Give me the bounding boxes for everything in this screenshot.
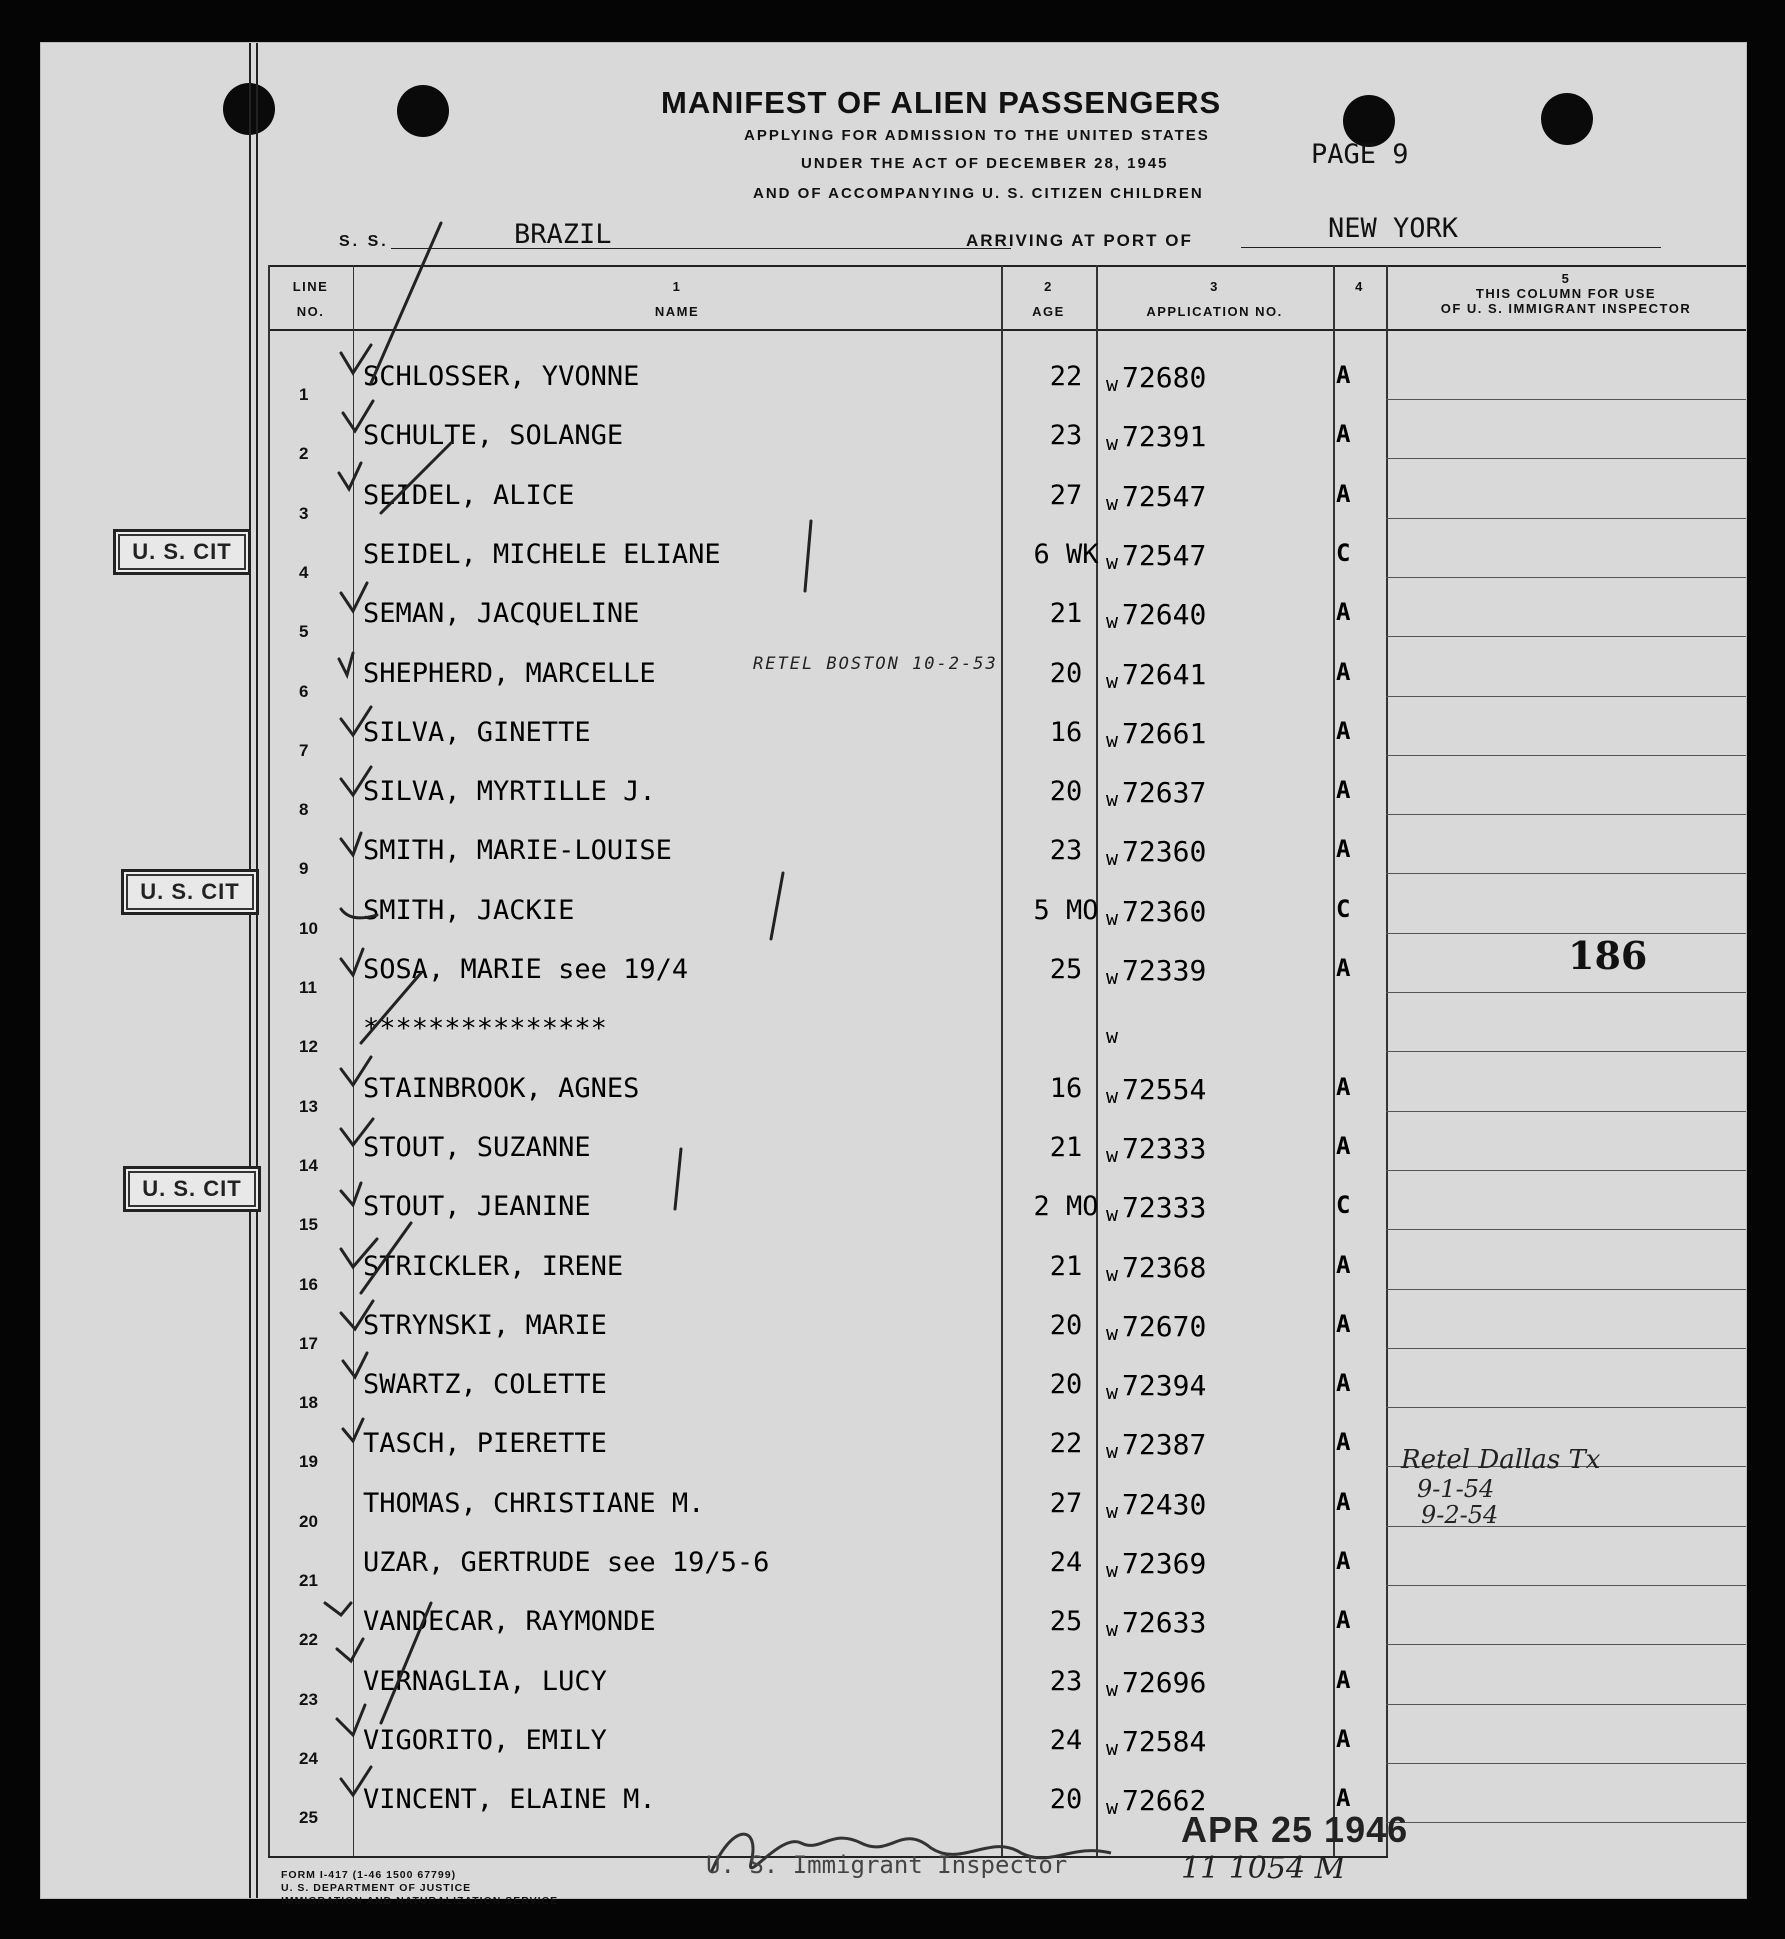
class-code: A	[1336, 954, 1351, 982]
passenger-age: 20	[1049, 1369, 1083, 1401]
passenger-name: SWARTZ, COLETTE	[363, 1369, 607, 1401]
line-number: 25	[299, 1808, 318, 1828]
application-prefix: w	[1106, 1439, 1119, 1464]
form-service: IMMIGRATION AND NATURALIZATION SERVICE	[281, 1895, 559, 1907]
application-digits: 72430	[1122, 1487, 1207, 1521]
form-department: U. S. DEPARTMENT OF JUSTICE	[281, 1882, 472, 1894]
application-prefix: w	[1106, 1083, 1119, 1108]
application-prefix: w	[1106, 431, 1119, 456]
col-header-number: 2	[1044, 279, 1053, 294]
passenger-name: TASCH, PIERETTE	[363, 1428, 607, 1460]
ship-name: BRAZIL	[514, 219, 612, 250]
passenger-name: SEIDEL, ALICE	[363, 479, 575, 511]
class-code: A	[1336, 835, 1351, 864]
manifest-title: MANIFEST OF ALIEN PASSENGERS	[661, 85, 1222, 120]
inspector-note-line3: 9-2-54	[1421, 1501, 1499, 1529]
passenger-age: 6 WK	[1033, 538, 1099, 570]
application-digits: 72662	[1122, 1784, 1207, 1818]
application-digits: 72394	[1122, 1369, 1207, 1403]
passenger-age: 22	[1049, 1428, 1083, 1460]
application-prefix: w	[1106, 1735, 1119, 1760]
col-header-line-label: LINE	[292, 279, 329, 294]
passenger-name: SCHLOSSER, YVONNE	[363, 361, 640, 392]
handwritten-row-note: RETEL BOSTON 10-2-53	[753, 653, 998, 674]
check-marks	[41, 43, 1746, 1898]
passenger-age: 5 MO	[1033, 894, 1099, 926]
line-number: 14	[299, 1155, 318, 1175]
passenger-age: 24	[1049, 1724, 1083, 1756]
line-number: 23	[299, 1689, 318, 1709]
col-header-age-label: AGE	[1032, 304, 1065, 319]
application-digits: 72360	[1122, 835, 1207, 869]
line-number: 2	[299, 444, 309, 464]
application-prefix: w	[1106, 1676, 1119, 1701]
us-citizen-stamp: U. S. CIT	[113, 529, 251, 575]
passenger-name: SEIDEL, MICHELE ELIANE	[363, 538, 721, 570]
col-header-application-label: APPLICATION NO.	[1146, 304, 1283, 319]
application-digits: 72333	[1122, 1191, 1207, 1225]
passenger-age: 2 MO	[1033, 1191, 1099, 1223]
line-number: 16	[299, 1274, 318, 1294]
line-number: 13	[299, 1096, 318, 1116]
class-code: C	[1336, 1191, 1351, 1220]
passenger-age: 25	[1049, 954, 1083, 985]
line-number: 12	[299, 1037, 318, 1057]
application-digits: 72661	[1122, 716, 1207, 750]
passenger-name: UZAR, GERTRUDE see 19/5-6	[363, 1547, 770, 1578]
passenger-name: STAINBROOK, AGNES	[363, 1072, 640, 1104]
col-header-no-label: NO.	[296, 304, 325, 319]
application-prefix: w	[1106, 787, 1119, 812]
application-digits: 72387	[1122, 1428, 1207, 1462]
handwritten-code: 11 1054 M	[1181, 1851, 1346, 1886]
line-number: 9	[299, 859, 309, 879]
line-number: 1	[299, 385, 309, 404]
line-number: 21	[299, 1571, 318, 1590]
col-header-inspector-line1: THIS COLUMN FOR USE	[1475, 286, 1657, 301]
line-number: 24	[299, 1748, 318, 1768]
class-code: A	[1336, 1606, 1351, 1635]
passenger-name: STRICKLER, IRENE	[363, 1250, 624, 1282]
application-prefix: w	[1106, 1202, 1119, 1227]
class-code: A	[1336, 1250, 1351, 1279]
application-prefix: w	[1106, 905, 1119, 930]
page-number: PAGE 9	[1311, 139, 1409, 170]
passenger-name: SEMAN, JACQUELINE	[363, 598, 640, 630]
inspector-note-line2: 9-1-54	[1417, 1475, 1495, 1503]
application-digits: 72670	[1122, 1309, 1207, 1343]
passenger-age: 21	[1049, 1250, 1083, 1282]
passenger-age: 20	[1049, 776, 1083, 808]
line-number: 15	[299, 1215, 318, 1235]
application-prefix: w	[1106, 549, 1119, 574]
application-digits: 72333	[1122, 1131, 1207, 1165]
line-number: 22	[299, 1630, 318, 1650]
line-number: 7	[299, 740, 309, 760]
class-code: A	[1336, 1724, 1351, 1753]
application-prefix: w	[1106, 668, 1119, 693]
passenger-age: 23	[1049, 1665, 1083, 1697]
col-header-number: 1	[672, 279, 682, 294]
application-digits: 72368	[1122, 1250, 1207, 1284]
passenger-name: STOUT, JEANINE	[363, 1191, 591, 1223]
us-citizen-stamp: U. S. CIT	[121, 869, 259, 915]
date-stamp: APR 25 1946	[1181, 1809, 1409, 1850]
col-header-number: 5	[1561, 271, 1571, 286]
class-code: C	[1336, 538, 1351, 567]
application-digits: 72680	[1122, 361, 1207, 394]
application-digits: 72339	[1122, 954, 1207, 987]
application-digits: 72547	[1122, 538, 1207, 572]
passenger-name: THOMAS, CHRISTIANE M.	[363, 1487, 705, 1519]
passenger-name: VIGORITO, EMILY	[363, 1724, 607, 1756]
line-number: 11	[299, 978, 317, 997]
passenger-name: SCHULTE, SOLANGE	[363, 420, 624, 452]
passenger-name: SOSA, MARIE see 19/4	[363, 954, 689, 985]
passenger-age: 21	[1049, 1131, 1083, 1163]
application-prefix: w	[1106, 1380, 1119, 1405]
passenger-age: 23	[1049, 420, 1083, 452]
passenger-age: 16	[1049, 1072, 1083, 1104]
passenger-age: 21	[1049, 598, 1083, 630]
header-subtitle-3: AND OF ACCOMPANYING U. S. CITIZEN CHILDREN	[753, 185, 1204, 202]
passenger-age: 25	[1049, 1606, 1083, 1638]
application-digits: 72369	[1122, 1547, 1207, 1580]
manifest-sheet	[40, 42, 1747, 1907]
passenger-age: 20	[1049, 1309, 1083, 1341]
passenger-name: SILVA, MYRTILLE J.	[363, 776, 656, 808]
passenger-age: 27	[1049, 1487, 1083, 1519]
col-header-inspector-line2: OF U. S. IMMIGRANT INSPECTOR	[1440, 301, 1692, 316]
application-prefix: w	[1106, 490, 1119, 515]
line-number: 3	[299, 503, 309, 523]
passenger-age: 23	[1049, 835, 1083, 867]
passenger-name: VINCENT, ELAINE M.	[363, 1784, 656, 1816]
header-subtitle-2: UNDER THE ACT OF DECEMBER 28, 1945	[801, 155, 1169, 172]
form-info	[281, 1869, 558, 1908]
passenger-name: SHEPHERD, MARCELLE	[363, 657, 656, 689]
class-code: A	[1336, 479, 1351, 508]
class-code: A	[1336, 1784, 1351, 1813]
form-number: FORM I-417 (1-46 1500 67799)	[281, 1869, 457, 1881]
application-prefix: w	[1106, 372, 1119, 396]
application-digits: 72637	[1122, 776, 1207, 810]
application-digits: 72640	[1122, 598, 1207, 632]
class-code: A	[1336, 657, 1351, 686]
line-number: 5	[299, 622, 309, 642]
passenger-name: SILVA, GINETTE	[363, 716, 591, 748]
application-prefix: w	[1106, 1320, 1119, 1345]
inspector-note-line1: Retel Dallas Tx	[1401, 1445, 1601, 1475]
passenger-age: 27	[1049, 479, 1083, 511]
application-prefix: w	[1106, 727, 1119, 752]
class-code: A	[1336, 776, 1351, 805]
class-code: A	[1336, 1487, 1351, 1516]
class-code: A	[1336, 1072, 1351, 1101]
line-number: 4	[299, 562, 309, 582]
line-number: 17	[299, 1333, 318, 1353]
col-header-number: 3	[1210, 279, 1219, 294]
passenger-age: 16	[1049, 716, 1083, 748]
port-name: NEW YORK	[1328, 213, 1459, 244]
passenger-name: SMITH, JACKIE	[363, 894, 575, 926]
ss-label: S. S.	[339, 233, 389, 250]
line-number: 6	[299, 681, 309, 701]
class-code: A	[1336, 1369, 1351, 1398]
application-digits: 72633	[1122, 1606, 1207, 1640]
class-code: A	[1336, 1428, 1351, 1457]
class-code: A	[1336, 361, 1351, 389]
application-prefix: w	[1106, 1795, 1119, 1820]
passenger-age: 22	[1049, 361, 1083, 392]
line-number: 18	[299, 1393, 318, 1413]
header-subtitle-1: APPLYING FOR ADMISSION TO THE UNITED STATES	[744, 127, 1210, 144]
class-code: A	[1336, 716, 1351, 745]
application-prefix: w	[1106, 1261, 1119, 1286]
application-prefix: w	[1106, 1617, 1119, 1642]
application-prefix: w	[1106, 1024, 1119, 1049]
application-digits: 72641	[1122, 657, 1207, 691]
application-prefix: w	[1106, 846, 1119, 871]
class-code: A	[1336, 598, 1351, 627]
line-number: 10	[299, 918, 318, 938]
passenger-name: VANDECAR, RAYMONDE	[363, 1606, 656, 1638]
line-number: 8	[299, 800, 309, 820]
passenger-name: STOUT, SUZANNE	[363, 1131, 591, 1163]
application-digits: 72584	[1122, 1724, 1207, 1758]
inspector-label: U. S. Immigrant Inspector	[706, 1851, 1068, 1879]
passenger-age: 24	[1049, 1547, 1083, 1578]
application-prefix: w	[1106, 1142, 1119, 1167]
application-digits: 72696	[1122, 1665, 1207, 1699]
passenger-name: ***************	[363, 1013, 607, 1045]
passenger-name: STRYNSKI, MARIE	[363, 1309, 607, 1341]
class-code: A	[1336, 420, 1351, 449]
arriving-label: ARRIVING AT PORT OF	[966, 231, 1193, 250]
class-code: A	[1336, 1547, 1351, 1575]
application-digits: 72554	[1122, 1072, 1207, 1106]
application-prefix: w	[1106, 1498, 1119, 1523]
class-code: A	[1336, 1131, 1351, 1160]
application-prefix: w	[1106, 1558, 1119, 1582]
application-digits: 72360	[1122, 894, 1207, 928]
line-number: 20	[299, 1511, 318, 1531]
class-code: A	[1336, 1309, 1351, 1338]
passenger-age: 20	[1049, 1784, 1083, 1816]
class-code: C	[1336, 894, 1351, 923]
application-prefix: w	[1106, 965, 1119, 989]
col-header-name-label: NAME	[654, 304, 700, 319]
col-header-number: 4	[1355, 279, 1364, 294]
class-code: A	[1336, 1665, 1351, 1694]
passenger-age: 20	[1049, 657, 1083, 689]
application-digits: 72391	[1122, 420, 1207, 454]
passenger-name: VERNAGLIA, LUCY	[363, 1665, 607, 1697]
application-digits: 72547	[1122, 479, 1207, 513]
passenger-name: SMITH, MARIE-LOUISE	[363, 835, 672, 867]
us-citizen-stamp: U. S. CIT	[123, 1166, 261, 1212]
application-prefix: w	[1106, 609, 1119, 634]
line-number: 19	[299, 1452, 318, 1472]
inspector-number: 186	[1568, 933, 1648, 978]
